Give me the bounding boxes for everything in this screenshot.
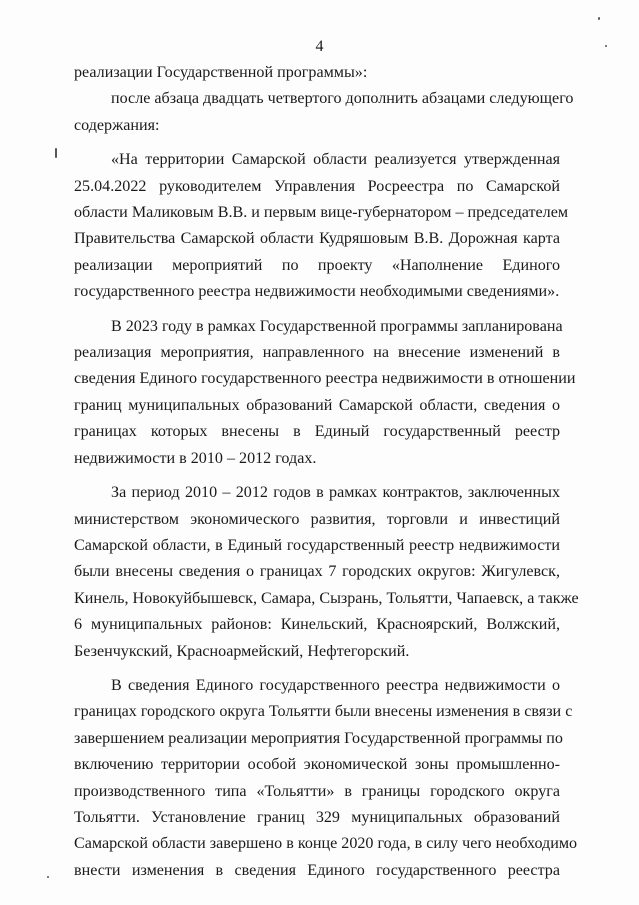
paragraph [74, 480, 579, 665]
text-line: Самарской области завершено в конце 2020 года, в силу чего необходимо [74, 835, 578, 853]
text-line: производственного типа «Тольятти» в границы городского округа [74, 782, 560, 800]
text-line: 25.04.2022 руководителем Управления Росреестра по Самарской [74, 177, 560, 195]
text-line: Тольятти. Установление границ 329 муниципальных образований [74, 808, 560, 826]
text-line: Самарской области, в Единый государственный реестр недвижимости [74, 536, 560, 554]
text-line: области Маликовым В.В. и первым вице-губернатором – председателем [74, 204, 569, 222]
text-line: сведения Единого государственного реестра недвижимости в отношении [74, 370, 576, 388]
text-line: границах городского округа Тольятти были внесены изменения в связи с [74, 703, 573, 721]
paragraph [74, 60, 560, 86]
text-line: Безенчукский, Красноармейский, Нефтегорский. [74, 642, 410, 660]
scan-speck [598, 17, 600, 20]
scan-speck [47, 876, 49, 878]
paragraph [74, 147, 569, 305]
text-line: были внесены сведения о границах 7 городских округов: Жигулевск, [74, 563, 560, 581]
text-line: содержания: [74, 116, 160, 134]
document-body [74, 60, 579, 884]
text-line: после абзаца двадцать четвертого дополнить абзацами следующего [111, 90, 574, 108]
text-line: границах которых внесены в Единый государственный реестр [74, 423, 560, 441]
text-line: «На территории Самарской области реализуется утвержденная [111, 151, 560, 169]
text-line: реализации мероприятий по проекту «Наполнение Единого [74, 256, 560, 274]
text-line: границ муниципальных образований Самарской области, сведения о [74, 396, 560, 414]
text-line: реализация мероприятия, направленного на внесение изменений в [74, 344, 560, 362]
page-number: 4 [315, 38, 324, 55]
text-line: государственного реестра недвижимости необходимыми сведениями». [74, 283, 560, 301]
text-line: Кинель, Новокуйбышевск, Самара, Сызрань, Тольятти, Чапаевск, а также [74, 589, 579, 607]
scan-speck [605, 45, 607, 47]
text-line: включению территории особой экономической зоны промышленно- [74, 756, 560, 774]
text-line: В сведения Единого государственного реестра недвижимости о [111, 676, 560, 694]
text-line: Правительства Самарской области Кудряшовым В.В. Дорожная карта [74, 230, 560, 248]
text-line: завершением реализации мероприятия Государственной программы по [74, 729, 563, 747]
paragraph [74, 86, 574, 139]
scan-speck [55, 148, 57, 158]
paragraph [74, 673, 578, 884]
text-line: 6 муниципальных районов: Кинельский, Красноярский, Волжский, [74, 616, 560, 634]
text-line: недвижимости в 2010 – 2012 годах. [74, 449, 317, 467]
text-line: В 2023 году в рамках Государственной программы запланирована [111, 317, 563, 335]
text-line: реализации Государственной программы»: [74, 64, 368, 81]
text-line: внести изменения в сведения Единого государственного реестра [74, 861, 560, 879]
text-line: министерством экономического развития, торговли и инвестиций [74, 510, 560, 528]
paragraph [74, 314, 576, 472]
text-line: За период 2010 – 2012 годов в рамках контрактов, заключенных [111, 484, 560, 502]
